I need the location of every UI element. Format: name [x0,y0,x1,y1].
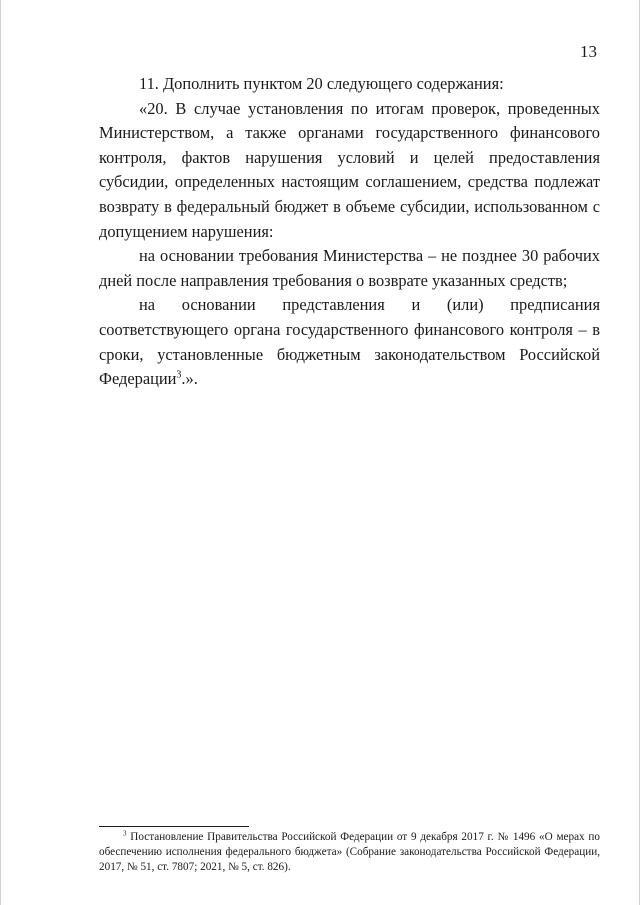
paragraph-ministry-requirement: на основании требования Министерства – не позднее 30 рабочих дней после направления требования о возврате указанных средств; [99,246,600,290]
footnote-reference: 3 [176,369,182,381]
paragraph-control-body-text: на основании представления и (или) предписания соответствующего органа государственного финансового контроля – в сроки, установленные бюджетным законодательством Российской Федерации [99,295,600,389]
footnote-marker: 3 [123,829,127,838]
footnote-separator [99,826,249,827]
closing-quote: .». [181,369,198,389]
footnote [99,830,600,875]
footnote-text: Постановление Правительства Российской Федерации от 9 декабря 2017 г. № 1496 «О мерах по обеспечению исполнения федерального бюджета» (Собрание законодательства Российской Федерации, 2017, № 51, ст. 7807; 2021, № 5, ст. 826). [99,831,601,873]
paragraph-item-20: «20. В случае установления по итогам проверок, проведенных Министерством, а также органами государственного финансового контроля, фактов нарушения условий и целей предоставления субсидии, определенных настоящим соглашением, средства подлежат возврату в федеральный бюджет в объеме субсидии, использованном с допущением нарушения: [99,98,600,241]
paragraph-control-body-order [99,293,600,391]
body-text [99,72,600,392]
footnotes [99,830,600,875]
paragraph-item-11: 11. Дополнить пунктом 20 следующего содержания: [139,74,504,93]
page-number: 13 [580,42,597,61]
